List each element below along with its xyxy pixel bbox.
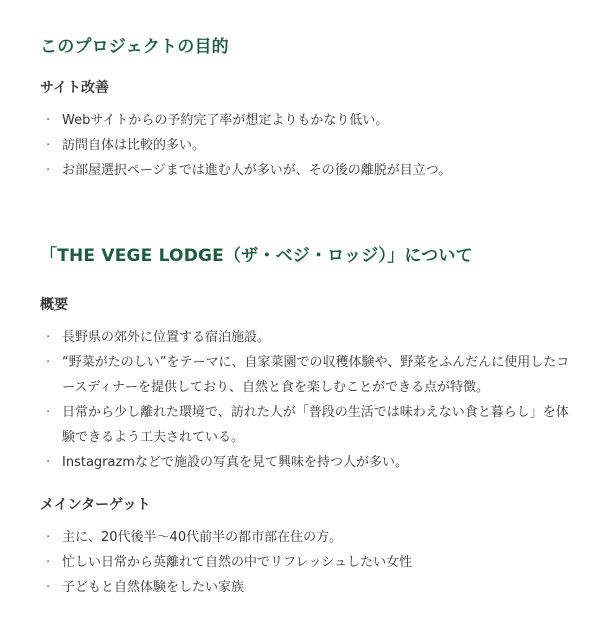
list-item: · お部屋選択ページまでは進む人が多いが、その後の離脱が目立つ。 (40, 158, 570, 183)
list-item: · Instagrazmなどで施設の写真を見て興味を持つ人が多い。 (40, 450, 570, 475)
list-item: · 忙しい日常から英離れて自然の中でリフレッシュしたい女性 (40, 550, 570, 575)
list-item: · 主に、20代後半〜40代前半の都市部在住の方。 (40, 525, 570, 550)
project-purpose-section (40, 36, 570, 183)
target-list (40, 525, 570, 600)
section-title-purpose: このプロジェクトの目的 (40, 37, 229, 57)
list-item: · “野菜がたのしい”をテーマに、自家菜園での収穫体験や、野菜をふんだんに使用したコースディナーを提供しており、自然と食を楽しむことができる点が特徴。 (40, 350, 570, 400)
purpose-list (40, 108, 570, 183)
list-item: · 子どもと自然体験をしたい家族 (40, 575, 570, 600)
subheading-site-improvement: サイト改善 (40, 80, 110, 96)
subheading-main-target: メインターゲット (40, 497, 151, 513)
about-lodge-section (40, 245, 570, 600)
list-item: · Webサイトからの予約完了率が想定よりもかなり低い。 (40, 108, 570, 133)
section-title-about: 「THE VEGE LODGE（ザ・ベジ・ロッジ）」について (40, 246, 473, 266)
list-item: · 訪問自体は比較的多い。 (40, 133, 570, 158)
list-item: · 長野県の郊外に位置する宿泊施設。 (40, 325, 570, 350)
subheading-overview: 概要 (40, 297, 68, 313)
overview-list (40, 325, 570, 475)
list-item: · 日常から少し離れた環境で、訪れた人が「普段の生活では味わえない食と暮らし」を体験できるよう工夫されている。 (40, 400, 570, 450)
